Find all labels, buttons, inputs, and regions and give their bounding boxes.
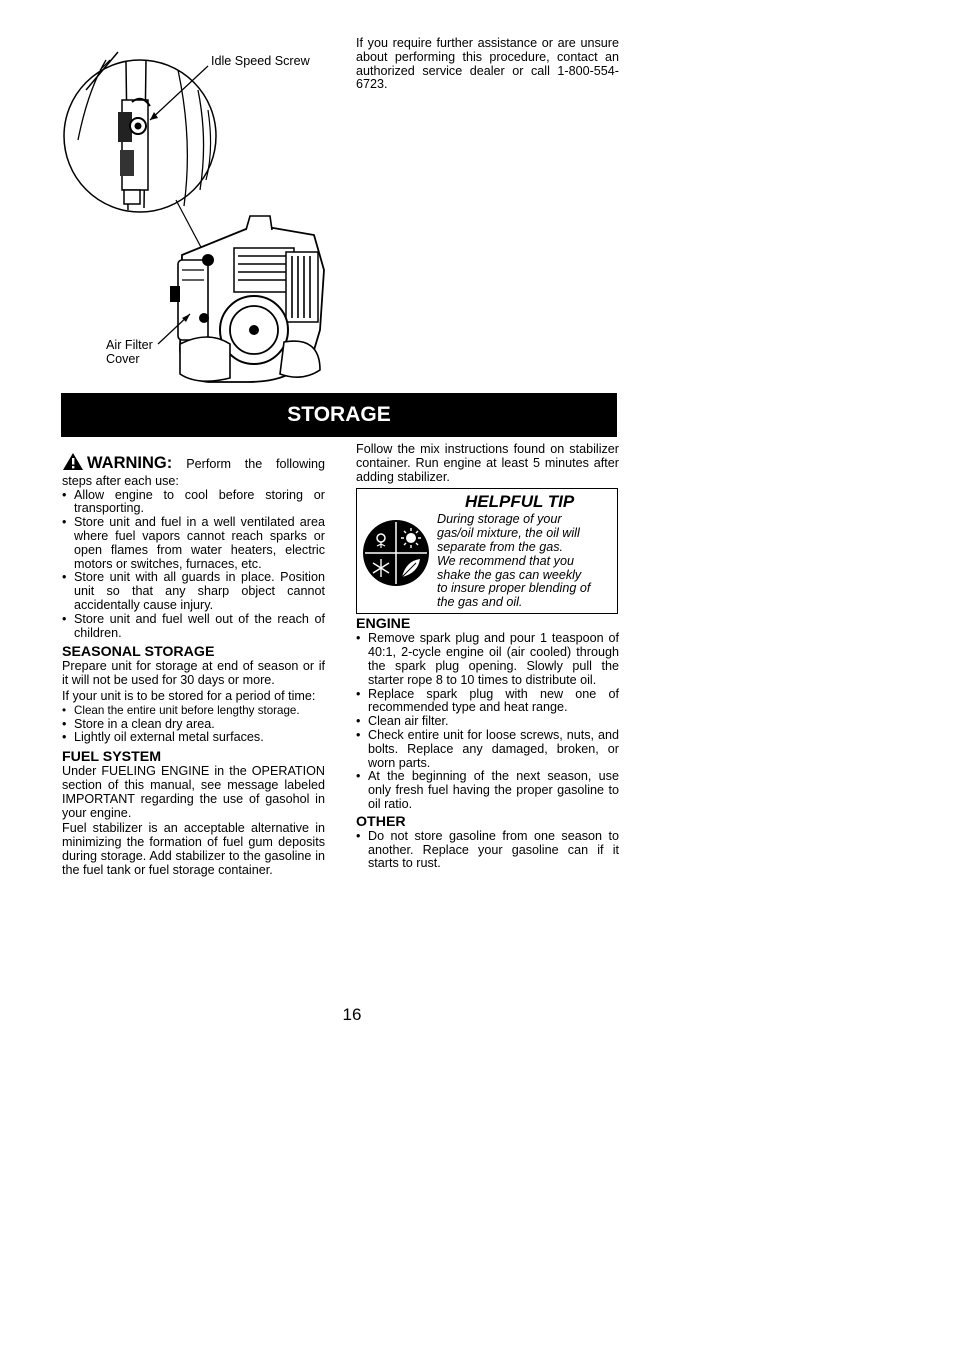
seasonal-storage-para1: Prepare unit for storage at end of season or if it will not be used for 30 days or more. xyxy=(62,659,325,688)
helpful-tip-text2: We recommend that you shake the gas can weekly to insure proper blending of the gas and oil. xyxy=(437,553,591,610)
idle-speed-screw-label: Idle Speed Screw xyxy=(211,54,310,68)
engine-section xyxy=(356,616,619,811)
warning-block xyxy=(62,452,325,640)
seasonal-storage-para2: If your unit is to be stored for a period of time: xyxy=(62,688,316,703)
air-filter-cover-label xyxy=(106,338,153,366)
fuel-system-para1: Under FUELING ENGINE in the OPERATION section of this manual, see message labeled IMPORTANT regarding the use of gasohol in your engine. xyxy=(62,764,325,820)
warning-intro xyxy=(62,452,325,489)
list-item: • Clean the entire unit before lengthy storage. xyxy=(62,704,325,718)
seasonal-storage-list xyxy=(62,704,325,745)
list-item: • Store unit with all guards in place. Position unit so that any sharp object cannot accidentally cause injury. xyxy=(62,571,325,612)
seasonal-storage-heading: SEASONAL STORAGE xyxy=(62,644,215,661)
page-number: 16 xyxy=(342,1005,362,1024)
engine-drawing xyxy=(58,30,338,390)
list-item: • Replace spark plug with new one of recommended type and heat range. xyxy=(356,688,619,716)
air-filter-label-line2: Cover xyxy=(106,352,140,366)
helpful-tip-title: HELPFUL TIP xyxy=(465,492,575,512)
helpful-tip-text xyxy=(437,513,595,610)
fuel-system-heading: FUEL SYSTEM xyxy=(62,749,162,766)
air-filter-label-line1: Air Filter xyxy=(106,338,153,352)
storage-banner xyxy=(61,393,617,437)
assistance-paragraph: If you require further assistance or are unsure about performing this procedure, contact an authorized service dealer or call 1-800-554-6723. xyxy=(356,36,619,92)
helpful-tip-box xyxy=(356,488,618,614)
list-item: • Do not store gasoline from one season to another. Replace your gasoline can if it starts to rust. xyxy=(356,830,619,871)
fuel-system-section xyxy=(62,749,325,877)
fuel-system-para2: Fuel stabilizer is an acceptable alternative in minimizing the formation of fuel gum deposits during storage. Add stabilizer to the gasoline in the fuel tank or fuel storage container. xyxy=(62,821,325,877)
list-item: • Allow engine to cool before storing or transporting. xyxy=(62,489,325,517)
warning-triangle-icon xyxy=(62,452,84,475)
engine-list xyxy=(356,632,619,811)
engine-heading: ENGINE xyxy=(356,616,411,633)
list-item: • Clean air filter. xyxy=(356,715,619,729)
list-item: • At the beginning of the next season, use only fresh fuel having the proper gasoline to oil ratio. xyxy=(356,770,619,811)
left-column xyxy=(62,452,325,878)
other-list xyxy=(356,830,619,871)
warning-label: WARNING: xyxy=(87,454,173,472)
list-item: • Store unit and fuel in a well ventilated area where fuel vapors cannot reach sparks or open flames from water heaters, electric motors or switches, furnaces, etc. xyxy=(62,516,325,571)
right-column xyxy=(356,443,619,871)
list-item: • Check entire unit for loose screws, nuts, and bolts. Replace any damaged, broken, or worn parts. xyxy=(356,729,619,770)
helpful-tip-text1: During storage of your gas/oil mixture, the oil will separate from the gas. xyxy=(437,512,580,554)
list-item: • Store unit and fuel well out of the reach of children. xyxy=(62,613,325,641)
other-heading: OTHER xyxy=(356,813,406,830)
list-item: • Lightly oil external metal surfaces. xyxy=(62,731,325,745)
four-seasons-icon xyxy=(362,519,430,587)
storage-title: STORAGE xyxy=(287,403,391,426)
list-item: • Store in a clean dry area. xyxy=(62,718,325,732)
list-item: • Remove spark plug and pour 1 teaspoon of 40:1, 2-cycle engine oil (air cooled) through the spark plug opening. Slowly pull the starter rope 8 to 10 times to distribute oil. xyxy=(356,632,619,687)
warning-text: Perform the following steps after each use: xyxy=(62,457,325,488)
warning-list xyxy=(62,489,325,641)
stabilizer-paragraph: Follow the mix instructions found on stabilizer container. Run engine at least 5 minutes after adding stabilizer. xyxy=(356,442,619,484)
seasonal-storage-section xyxy=(62,644,325,745)
other-section xyxy=(356,814,619,871)
engine-illustration xyxy=(58,30,338,390)
